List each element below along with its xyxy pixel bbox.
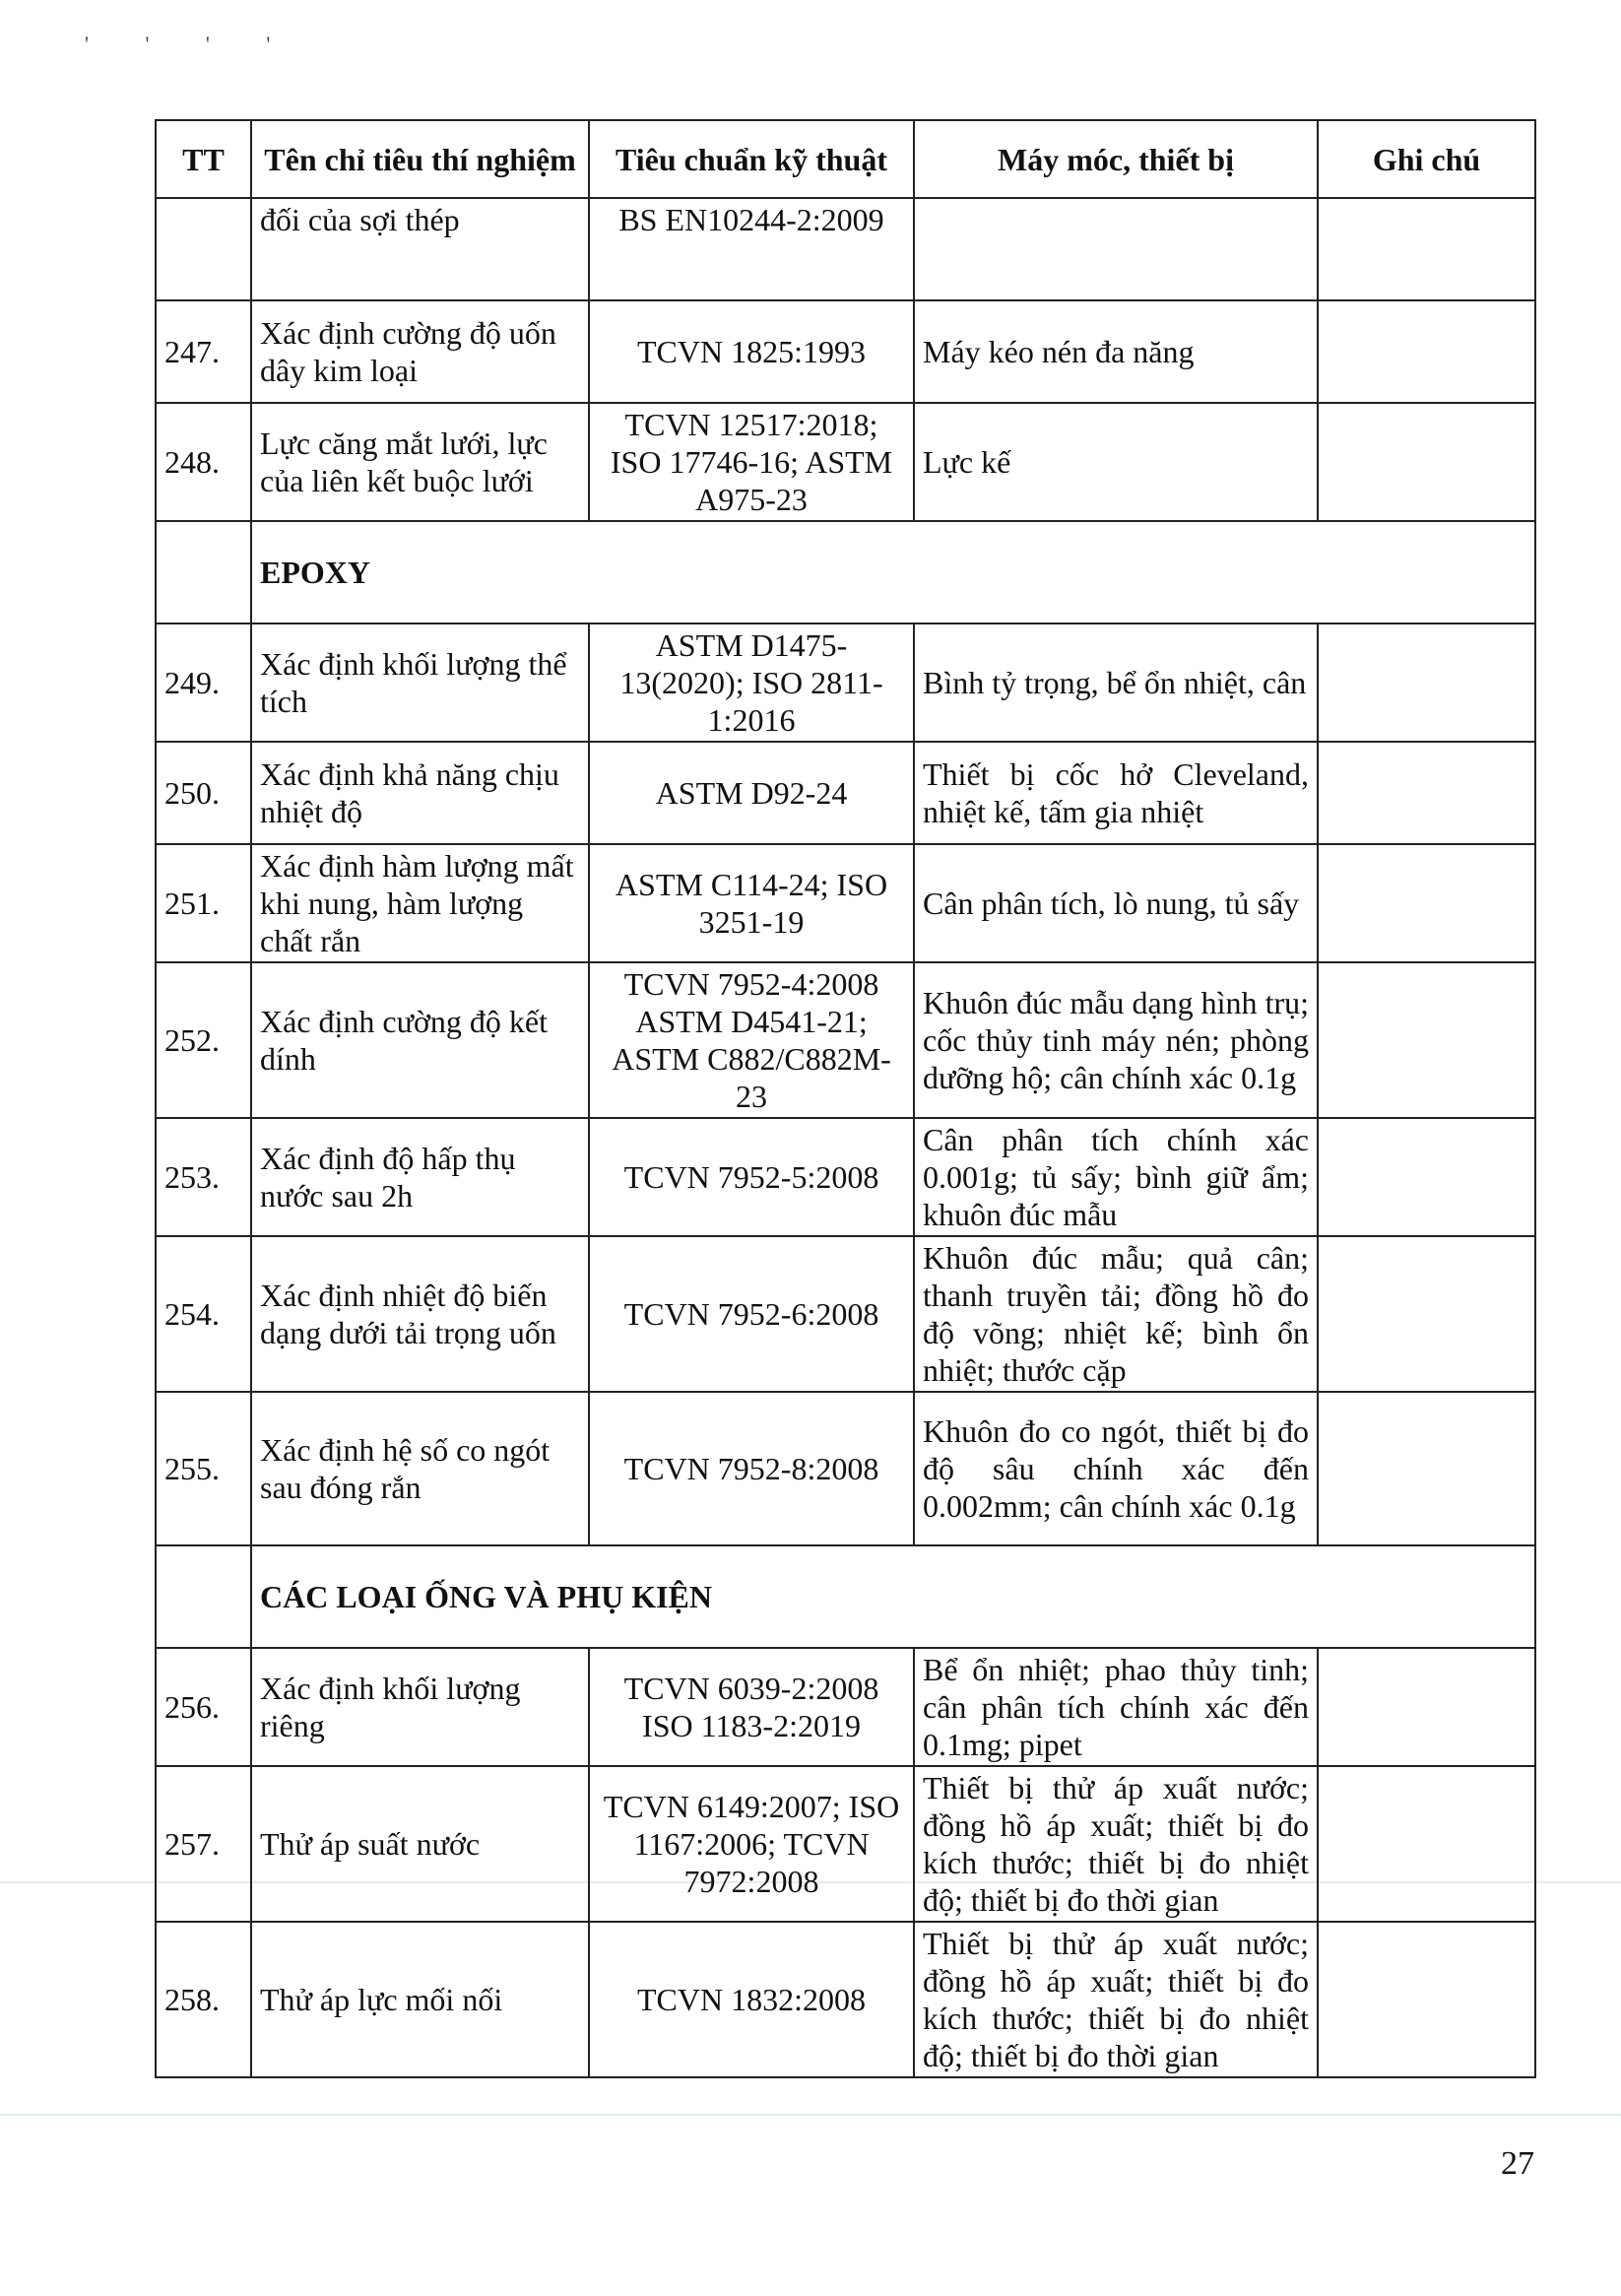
row-tt: 247. [156, 300, 251, 403]
table-row [156, 198, 1535, 300]
page-number: 27 [1501, 2145, 1534, 2182]
row-standard: TCVN 7952-5:2008 [589, 1118, 914, 1236]
row-test-name: Xác định nhiệt độ biến dạng dưới tải trọng uốn [251, 1236, 589, 1392]
row-standard: ASTM D92-24 [589, 742, 914, 844]
row-tt: 255. [156, 1392, 251, 1545]
row-note [1318, 403, 1535, 521]
row-test-name: Thử áp suất nước [251, 1766, 589, 1922]
table-row [156, 1922, 1535, 2077]
row-test-name: Xác định khối lượng riêng [251, 1648, 589, 1766]
test-standards-table [155, 119, 1536, 2078]
row-test-name: Xác định khối lượng thể tích [251, 623, 589, 742]
header-equipment: Máy móc, thiết bị [914, 120, 1318, 198]
row-note [1318, 962, 1535, 1118]
row-standard: TCVN 6149:2007; ISO 1167:2006; TCVN 7972:2008 [589, 1766, 914, 1922]
table-row [156, 1648, 1535, 1766]
row-equipment: Bình tỷ trọng, bể ổn nhiệt, cân [914, 623, 1318, 742]
row-note [1318, 844, 1535, 962]
row-test-name: Xác định cường độ uốn dây kim loại [251, 300, 589, 403]
row-tt: 252. [156, 962, 251, 1118]
row-note [1318, 1236, 1535, 1392]
row-standard: TCVN 7952-6:2008 [589, 1236, 914, 1392]
table-row [156, 742, 1535, 844]
row-tt [156, 198, 251, 300]
row-equipment [914, 198, 1318, 300]
row-note [1318, 300, 1535, 403]
row-tt: 258. [156, 1922, 251, 2077]
row-test-name: Xác định hàm lượng mất khi nung, hàm lượng chất rắn [251, 844, 589, 962]
row-note [1318, 1766, 1535, 1922]
row-tt: 250. [156, 742, 251, 844]
row-equipment: Cân phân tích chính xác 0.001g; tủ sấy; bình giữ ẩm; khuôn đúc mẫu [914, 1118, 1318, 1236]
row-tt: 249. [156, 623, 251, 742]
header-note: Ghi chú [1318, 120, 1535, 198]
header-standard: Tiêu chuẩn kỹ thuật [589, 120, 914, 198]
row-test-name: Xác định độ hấp thụ nước sau 2h [251, 1118, 589, 1236]
row-note [1318, 198, 1535, 300]
header-test-name: Tên chỉ tiêu thí nghiệm [251, 120, 589, 198]
row-standard: TCVN 12517:2018; ISO 17746-16; ASTM A975-23 [589, 403, 914, 521]
row-standard: TCVN 7952-4:2008 ASTM D4541-21; ASTM C882/C882M-23 [589, 962, 914, 1118]
row-equipment: Khuôn đúc mẫu; quả cân; thanh truyền tải; đồng hồ đo độ võng; nhiệt kế; bình ổn nhiệt; thước cặp [914, 1236, 1318, 1392]
row-equipment: Bể ổn nhiệt; phao thủy tinh; cân phân tích chính xác đến 0.1mg; pipet [914, 1648, 1318, 1766]
row-note [1318, 623, 1535, 742]
table-row [156, 403, 1535, 521]
row-test-name: Lực căng mắt lưới, lực của liên kết buộc lưới [251, 403, 589, 521]
table-row [156, 1118, 1535, 1236]
row-test-name: Xác định hệ số co ngót sau đóng rắn [251, 1392, 589, 1545]
row-tt: 256. [156, 1648, 251, 1766]
scan-marks: ' ' ' ' [85, 32, 296, 56]
section-title-pipes: CÁC LOẠI ỐNG VÀ PHỤ KIỆN [251, 1545, 1535, 1648]
table-row [156, 300, 1535, 403]
row-equipment: Thiết bị cốc hở Cleveland, nhiệt kế, tấm gia nhiệt [914, 742, 1318, 844]
table-row [156, 1766, 1535, 1922]
row-note [1318, 742, 1535, 844]
row-tt: 248. [156, 403, 251, 521]
table-row [156, 1392, 1535, 1545]
table-row [156, 962, 1535, 1118]
row-equipment: Khuôn đo co ngót, thiết bị đo độ sâu chính xác đến 0.002mm; cân chính xác 0.1g [914, 1392, 1318, 1545]
row-note [1318, 1118, 1535, 1236]
section-tt [156, 521, 251, 623]
table-row [156, 1236, 1535, 1392]
section-tt [156, 1545, 251, 1648]
row-note [1318, 1922, 1535, 2077]
table-row [156, 844, 1535, 962]
row-equipment: Máy kéo nén đa năng [914, 300, 1318, 403]
row-equipment: Khuôn đúc mẫu dạng hình trụ; cốc thủy tinh máy nén; phòng dưỡng hộ; cân chính xác 0.1g [914, 962, 1318, 1118]
table-header-row [156, 120, 1535, 198]
row-tt: 251. [156, 844, 251, 962]
table-row [156, 623, 1535, 742]
row-standard: ASTM C114-24; ISO 3251-19 [589, 844, 914, 962]
row-standard: TCVN 7952-8:2008 [589, 1392, 914, 1545]
section-title-epoxy: EPOXY [251, 521, 1535, 623]
row-equipment: Thiết bị thử áp xuất nước; đồng hồ áp xuất; thiết bị đo kích thước; thiết bị đo nhiệt độ; thiết bị đo thời gian [914, 1766, 1318, 1922]
row-standard: TCVN 6039-2:2008 ISO 1183-2:2019 [589, 1648, 914, 1766]
section-row-epoxy [156, 521, 1535, 623]
row-note [1318, 1392, 1535, 1545]
row-tt: 253. [156, 1118, 251, 1236]
row-equipment: Thiết bị thử áp xuất nước; đồng hồ áp xuất; thiết bị đo kích thước; thiết bị đo nhiệt độ; thiết bị đo thời gian [914, 1922, 1318, 2077]
row-equipment: Lực kế [914, 403, 1318, 521]
row-test-name: Xác định khả năng chịu nhiệt độ [251, 742, 589, 844]
row-standard: ASTM D1475-13(2020); ISO 2811-1:2016 [589, 623, 914, 742]
row-test-name: đối của sợi thép [251, 198, 589, 300]
header-tt: TT [156, 120, 251, 198]
row-standard: TCVN 1825:1993 [589, 300, 914, 403]
scan-artifact-line [0, 2114, 1621, 2116]
row-note [1318, 1648, 1535, 1766]
row-tt: 257. [156, 1766, 251, 1922]
row-test-name: Xác định cường độ kết dính [251, 962, 589, 1118]
row-test-name: Thử áp lực mối nối [251, 1922, 589, 2077]
row-equipment: Cân phân tích, lò nung, tủ sấy [914, 844, 1318, 962]
section-row-pipes [156, 1545, 1535, 1648]
row-standard: BS EN10244-2:2009 [589, 198, 914, 300]
row-standard: TCVN 1832:2008 [589, 1922, 914, 2077]
row-tt: 254. [156, 1236, 251, 1392]
